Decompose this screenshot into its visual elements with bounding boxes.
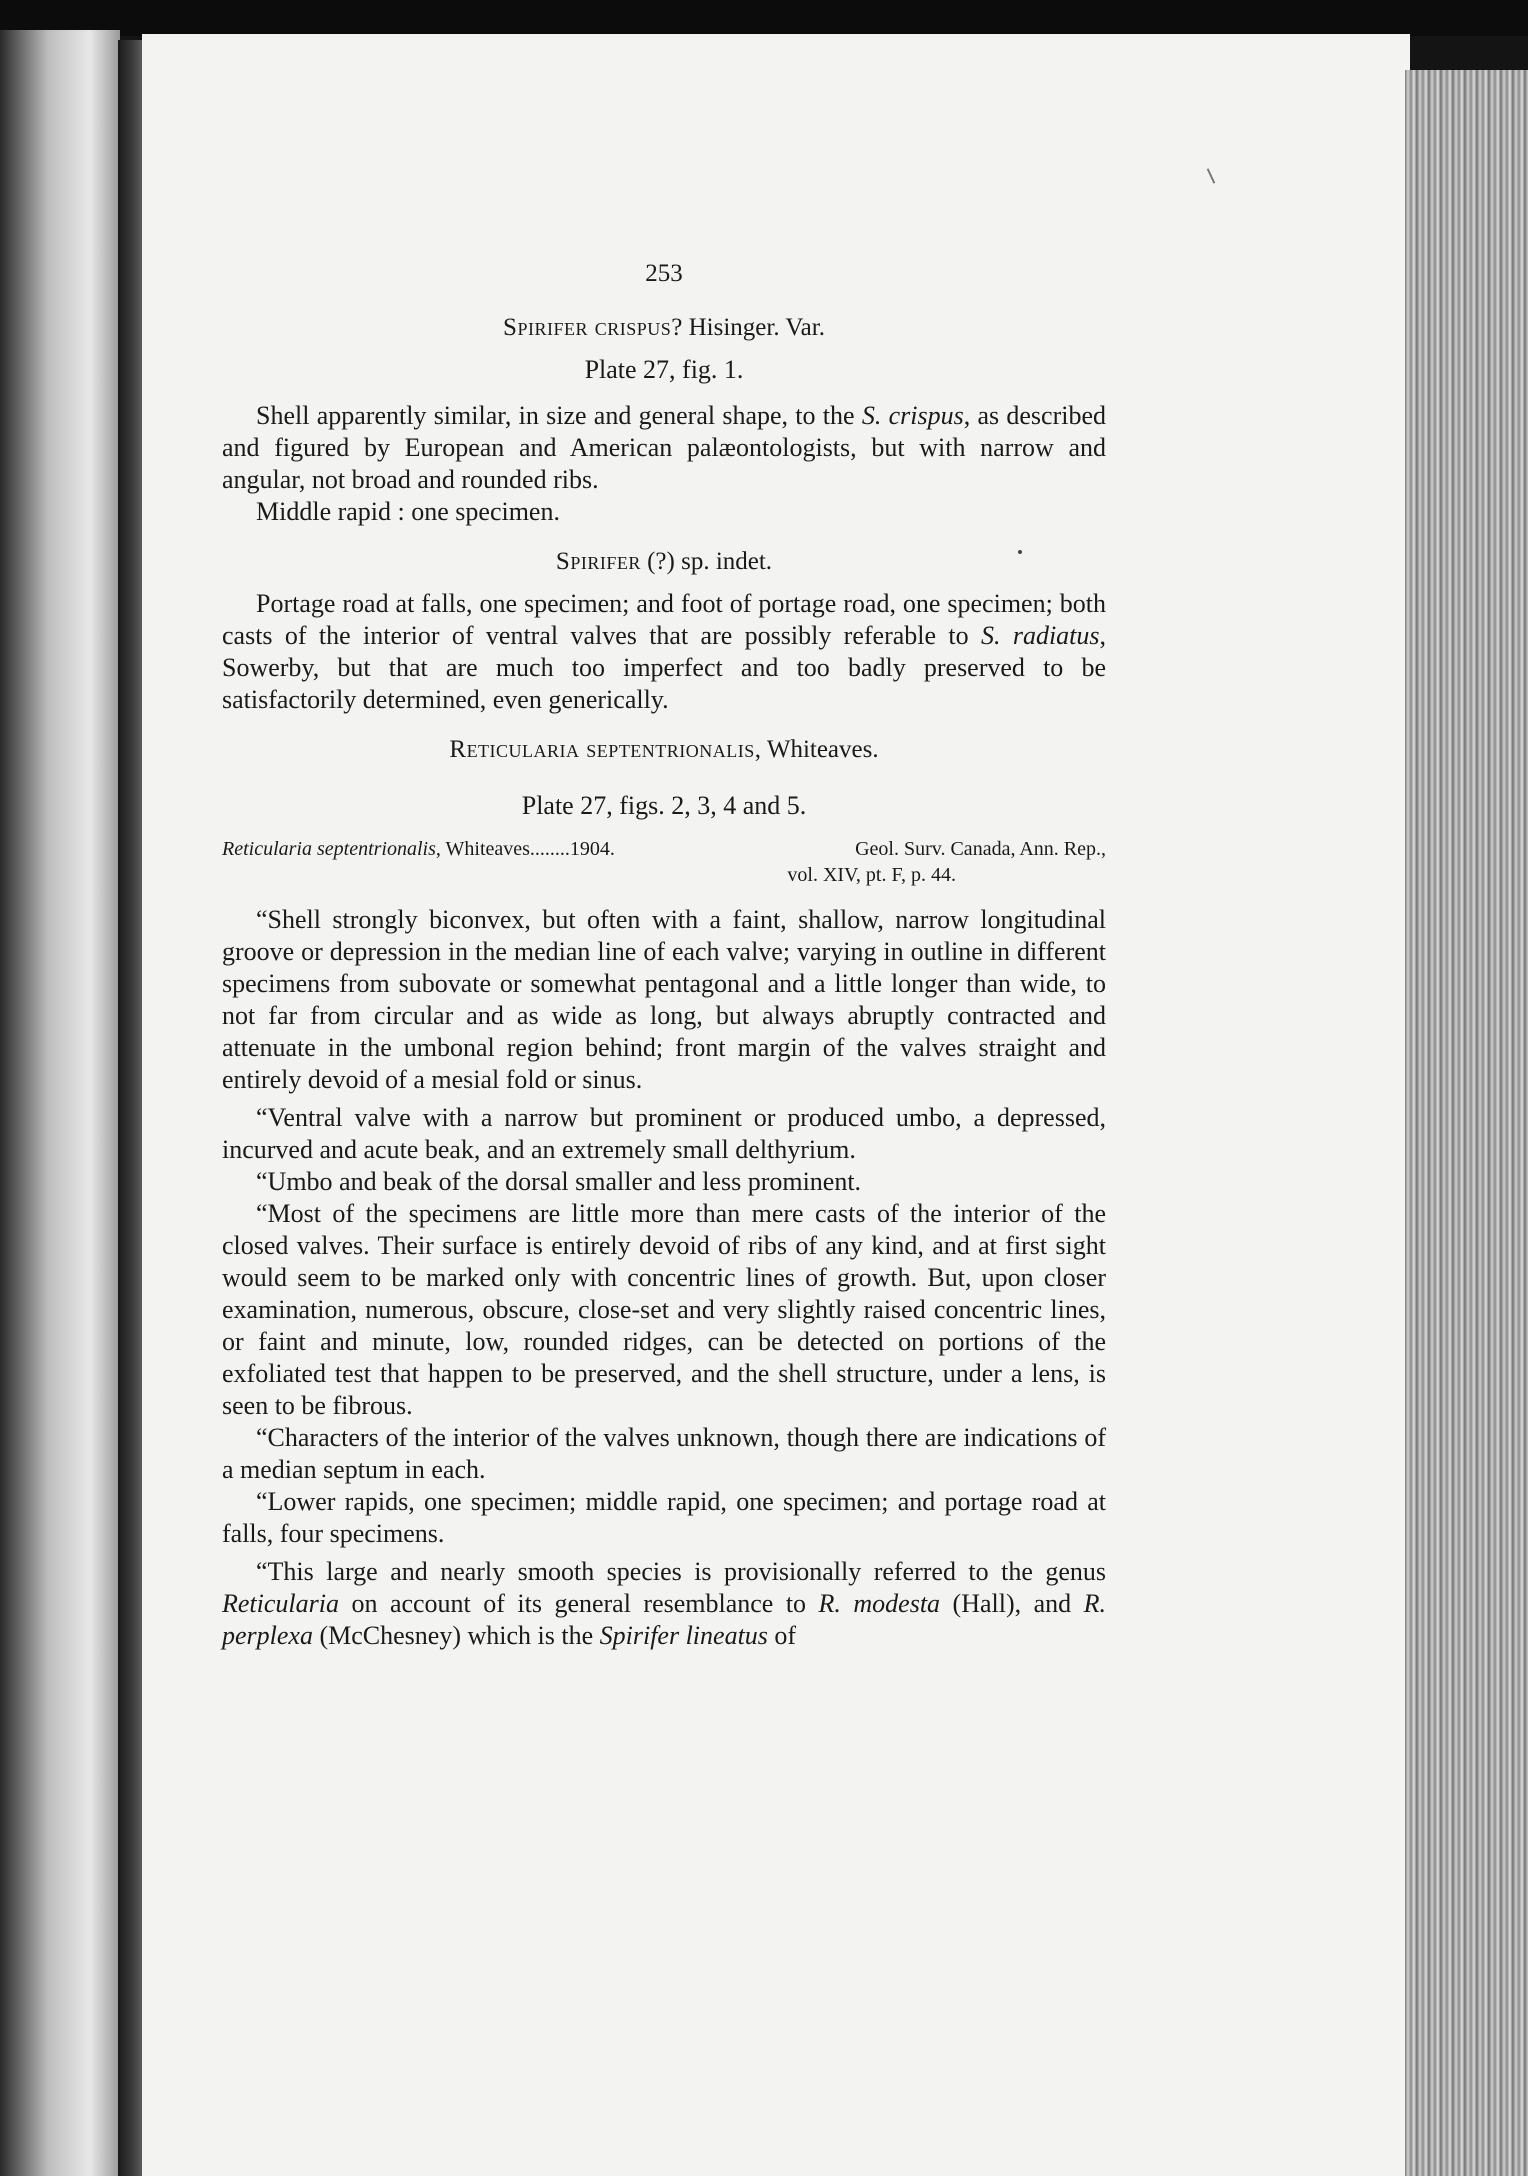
italic-taxon: R. perplexa [222, 1589, 1107, 1650]
text-run: Portage road at falls, one specimen; and foot of portage road, one specimen; both casts of the interior of ventral valves that are possibly referable to [222, 589, 1106, 650]
page-number: 253 [645, 260, 683, 287]
quoted-paragraph: “Lower rapids, one specimen; middle rapid, one specimen; and portage road at falls, four specimens. [222, 1487, 1106, 1548]
citation-entry [222, 836, 615, 862]
italic-taxon: S. crispus [861, 401, 964, 430]
quoted-paragraph: “Characters of the interior of the valves unknown, though there are indications of a median septum in each. [222, 1423, 1106, 1484]
text-run: “This large and nearly smooth species is provisionally referred to the genus [256, 1557, 1106, 1586]
synonymy-citation [222, 836, 1106, 888]
quoted-paragraph: “Shell strongly biconvex, but often with a faint, shallow, narrow longitudinal groove or depression in the median line of each valve; varying in outline in different specimens from subovate or somewhat pentagonal and a little longer than wide, to not far from circular and as wide as long, but always abruptly contracted and attenuate in the umbonal region behind; front margin of the valves straight and entirely devoid of a mesial fold or sinus. [222, 905, 1106, 1094]
section-heading-reticularia [222, 734, 1106, 766]
text-run: , Whiteaves........1904. [435, 838, 615, 860]
section-heading-spirifer-indet [222, 546, 1106, 578]
description-paragraph [222, 400, 1106, 496]
text-run: of [767, 1621, 797, 1650]
citation-source: Geol. Surv. Canada, Ann. Rep., [855, 838, 1106, 860]
text-run: on account of its general resemblance to [338, 1589, 819, 1618]
facing-page-edge [0, 30, 120, 2176]
citation-volume: vol. XIV, pt. F, p. 44. [787, 864, 956, 886]
quoted-paragraph: “Umbo and beak of the dorsal smaller and less prominent. [256, 1167, 862, 1196]
italic-taxon: Spirifer lineatus [599, 1621, 768, 1650]
page-stack-edge [1405, 70, 1528, 2176]
text-run: , as described and figured by European and American palæontologists, but with narrow and angular, not broad and rounded ribs. [222, 401, 1107, 494]
description-paragraph [222, 588, 1106, 716]
scan-top-border [0, 0, 1528, 36]
section-heading-spirifer-crispus [222, 312, 1106, 344]
taxon-name: Spirifer [555, 548, 641, 575]
taxon-name: Spirifer crispus [503, 314, 672, 341]
text-run: , Sowerby, but that are much too imperfect and too badly preserved to be satisfactorily determined, even generically. [222, 621, 1107, 714]
italic-taxon: S. radiatus [980, 621, 1100, 650]
text-run: (Hall), and [940, 1589, 1084, 1618]
plate-reference: Plate 27, figs. 2, 3, 4 and 5. [521, 791, 807, 820]
italic-taxon: Reticularia septentrionalis [222, 838, 436, 860]
quoted-paragraph: “Ventral valve with a narrow but prominent or produced umbo, a depressed, incurved and acute beak, and an extremely small delthyrium. [222, 1103, 1106, 1164]
heading-authority: (?) sp. indet. [640, 548, 773, 575]
taxon-name: Reticularia septentrionalis [449, 736, 755, 763]
text-run: (McChesney) which is the [312, 1621, 600, 1650]
italic-taxon: R. modesta [818, 1589, 941, 1618]
heading-authority: ? Hisinger. Var. [671, 314, 825, 341]
page-content [222, 252, 1106, 1652]
text-run: Shell apparently similar, in size and general shape, to the [256, 401, 862, 430]
heading-authority: , Whiteaves. [754, 736, 879, 763]
quoted-paragraph [222, 1556, 1106, 1652]
locality-paragraph: Middle rapid : one specimen. [256, 497, 560, 526]
quoted-paragraph: “Most of the specimens are little more than mere casts of the interior of the closed valves. Their surface is entirely devoid of ribs of any kind, and at first sight would seem to be marked only with concentric lines of growth. But, upon closer examination, numerous, obscure, close-set and very slightly raised concentric lines, or faint and minute, low, rounded ridges, can be detected on portions of the exfoliated test that happen to be preserved, and the shell structure, under a lens, is seen to be fibrous. [222, 1199, 1106, 1420]
italic-taxon: Reticularia [222, 1589, 339, 1618]
plate-reference: Plate 27, fig. 1. [584, 355, 744, 384]
